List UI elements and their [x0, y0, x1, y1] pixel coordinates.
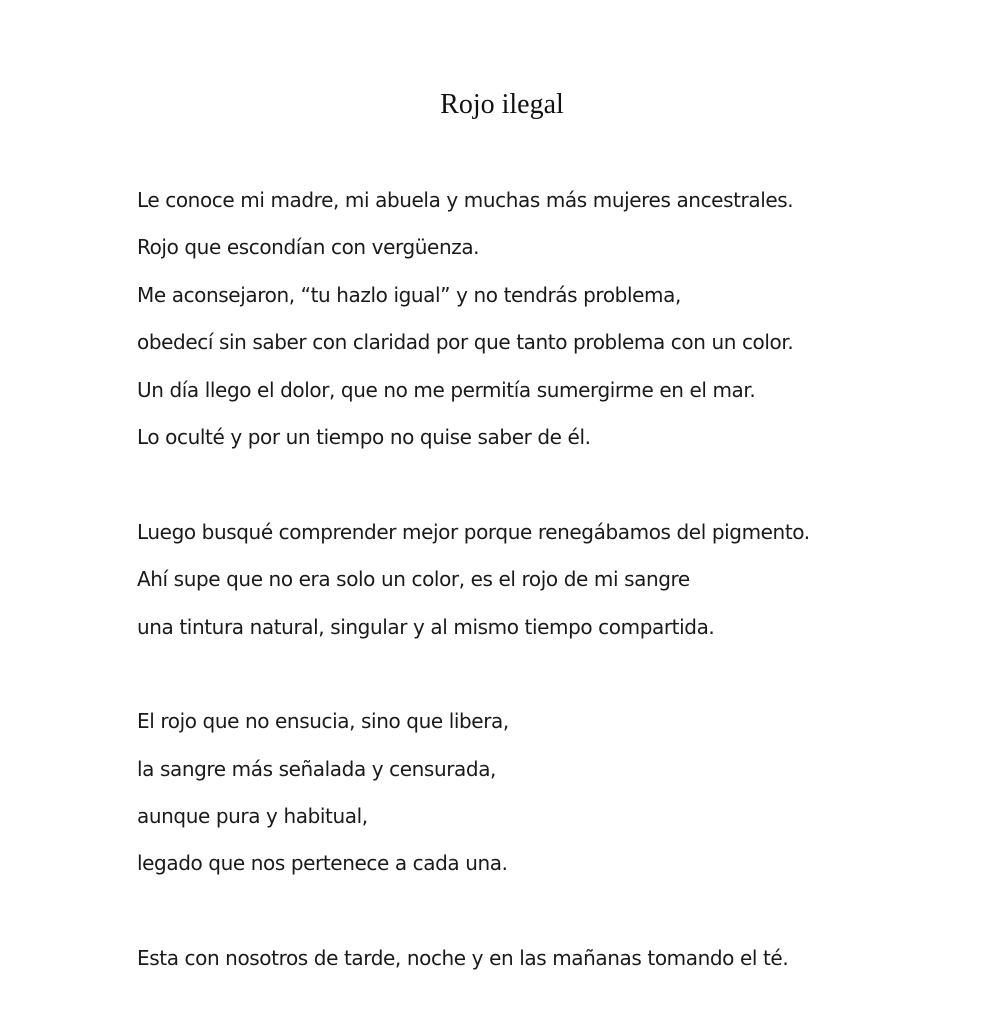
poem-line: El rojo que no ensucia, sino que libera, [137, 709, 509, 734]
poem-line: Lo oculté y por un tiempo no quise saber de él. [137, 424, 591, 449]
poem-line: Luego busqué comprender mejor porque renegábamos del pigmento. [137, 519, 810, 544]
poem-line: Ahí supe que no era solo un color, es el rojo de mi sangre [137, 567, 690, 592]
poem-line: obedecí sin saber con claridad por que tanto problema con un color. [137, 330, 794, 355]
poem-line: la sangre más señalada y censurada, [137, 756, 497, 781]
poem-line: Me aconsejaron, “tu hazlo igual” y no tendrás problema, [137, 282, 681, 307]
poem-line: aunque pura y habitual, [137, 804, 368, 829]
poem-line: Esta con nosotros de tarde, noche y en las mañanas tomando el té. [137, 946, 789, 971]
poem-line: Rojo que escondían con vergüenza. [137, 235, 480, 260]
poem-line: Le conoce mi madre, mi abuela y muchas más mujeres ancestrales. [137, 188, 794, 212]
stanza-2 [137, 509, 977, 651]
poem-line: una tintura natural, singular y al mismo tiempo compartida. [137, 614, 715, 639]
stanza-4 [137, 935, 977, 982]
poem-title: Rojo ilegal [440, 89, 564, 120]
stanza-1 [137, 177, 977, 461]
poem-line: Un día llego el dolor, que no me permitía sumergirme en el mar. [137, 377, 756, 402]
stanza-3 [137, 698, 977, 888]
poem-line: legado que nos pertenece a cada una. [137, 851, 508, 876]
poem-body [137, 177, 977, 983]
